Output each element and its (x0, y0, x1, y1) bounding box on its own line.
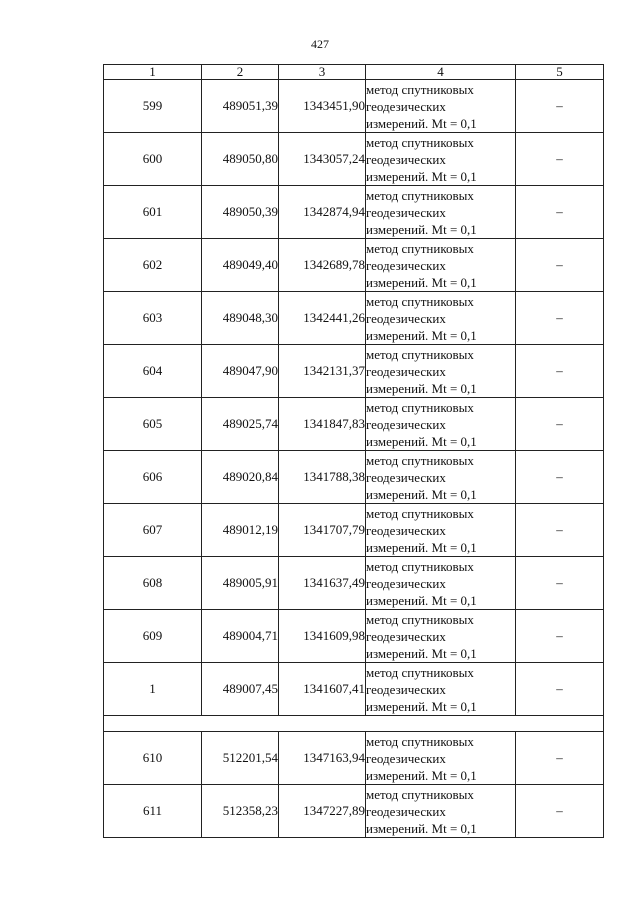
method-text-line: геодезических (366, 575, 446, 591)
y-coordinate-cell: 1341847,83 (279, 398, 366, 451)
table-row (104, 80, 604, 133)
x-coordinate-cell: 489012,19 (202, 504, 279, 557)
point-number-cell: 608 (104, 557, 202, 610)
method-text-line: геодезических (366, 750, 446, 766)
mark-cell (516, 186, 604, 239)
method-text-line: метод спутниковых (366, 786, 474, 802)
table-row (104, 557, 604, 610)
mark-cell (516, 610, 604, 663)
method-text-line: геодезических (366, 310, 446, 326)
method-cell (366, 398, 516, 451)
y-coordinate-cell: 1341609,98 (279, 610, 366, 663)
x-coordinate-cell: 489050,39 (202, 186, 279, 239)
group-separator-cell (104, 716, 604, 732)
method-text-line: измерений. Mt = 0,1 (366, 380, 477, 396)
table-row (104, 239, 604, 292)
x-coordinate-cell: 489007,45 (202, 663, 279, 716)
dash-mark: – (556, 469, 563, 484)
method-text-line: геодезических (366, 628, 446, 644)
method-text-line: метод спутниковых (366, 81, 474, 97)
table-row (104, 732, 604, 785)
method-cell (366, 292, 516, 345)
method-text-line: метод спутниковых (366, 558, 474, 574)
method-text-line: метод спутниковых (366, 240, 474, 256)
method-cell (366, 239, 516, 292)
method-cell (366, 133, 516, 186)
method-text-line: измерений. Mt = 0,1 (366, 168, 477, 184)
coordinates-table (103, 64, 604, 838)
dash-mark: – (556, 575, 563, 590)
method-text-line: метод спутниковых (366, 733, 474, 749)
point-number-cell: 602 (104, 239, 202, 292)
table-body (104, 80, 604, 838)
method-cell (366, 557, 516, 610)
method-text-line: геодезических (366, 522, 446, 538)
table-row (104, 133, 604, 186)
y-coordinate-cell: 1342689,78 (279, 239, 366, 292)
method-text-line: геодезических (366, 204, 446, 220)
group-separator-row (104, 716, 604, 732)
method-cell (366, 451, 516, 504)
method-text-line: геодезических (366, 363, 446, 379)
point-number-cell: 606 (104, 451, 202, 504)
mark-cell (516, 345, 604, 398)
table-row (104, 663, 604, 716)
point-number-cell: 603 (104, 292, 202, 345)
point-number-cell: 607 (104, 504, 202, 557)
dash-mark: – (556, 522, 563, 537)
method-text-line: измерений. Mt = 0,1 (366, 645, 477, 661)
mark-cell (516, 292, 604, 345)
column-header-2: 2 (202, 65, 279, 80)
dash-mark: – (556, 363, 563, 378)
table-row (104, 292, 604, 345)
x-coordinate-cell: 489048,30 (202, 292, 279, 345)
point-number-cell: 609 (104, 610, 202, 663)
y-coordinate-cell: 1341637,49 (279, 557, 366, 610)
mark-cell (516, 663, 604, 716)
x-coordinate-cell: 489051,39 (202, 80, 279, 133)
dash-mark: – (556, 151, 563, 166)
method-text-line: измерений. Mt = 0,1 (366, 115, 477, 131)
y-coordinate-cell: 1342441,26 (279, 292, 366, 345)
dash-mark: – (556, 310, 563, 325)
method-text-line: измерений. Mt = 0,1 (366, 486, 477, 502)
method-cell (366, 186, 516, 239)
dash-mark: – (556, 204, 563, 219)
method-cell (366, 785, 516, 838)
point-number-cell: 605 (104, 398, 202, 451)
column-header-5: 5 (516, 65, 604, 80)
y-coordinate-cell: 1347227,89 (279, 785, 366, 838)
x-coordinate-cell: 489050,80 (202, 133, 279, 186)
y-coordinate-cell: 1341788,38 (279, 451, 366, 504)
method-text-line: метод спутниковых (366, 346, 474, 362)
mark-cell (516, 133, 604, 186)
method-text-line: геодезических (366, 151, 446, 167)
mark-cell (516, 557, 604, 610)
table-row (104, 398, 604, 451)
dash-mark: – (556, 98, 563, 113)
y-coordinate-cell: 1342131,37 (279, 345, 366, 398)
dash-mark: – (556, 803, 563, 818)
method-text-line: метод спутниковых (366, 293, 474, 309)
column-header-1: 1 (104, 65, 202, 80)
method-text-line: геодезических (366, 98, 446, 114)
method-text-line: метод спутниковых (366, 187, 474, 203)
method-cell (366, 504, 516, 557)
method-text-line: измерений. Mt = 0,1 (366, 767, 477, 783)
point-number-cell: 604 (104, 345, 202, 398)
mark-cell (516, 80, 604, 133)
method-text-line: метод спутниковых (366, 611, 474, 627)
y-coordinate-cell: 1341607,41 (279, 663, 366, 716)
page-number: 427 (311, 37, 329, 51)
method-text-line: измерений. Mt = 0,1 (366, 698, 477, 714)
x-coordinate-cell: 489020,84 (202, 451, 279, 504)
dash-mark: – (556, 628, 563, 643)
method-cell (366, 80, 516, 133)
method-text-line: метод спутниковых (366, 134, 474, 150)
x-coordinate-cell: 489049,40 (202, 239, 279, 292)
y-coordinate-cell: 1347163,94 (279, 732, 366, 785)
dash-mark: – (556, 257, 563, 272)
method-text-line: измерений. Mt = 0,1 (366, 433, 477, 449)
method-text-line: измерений. Mt = 0,1 (366, 274, 477, 290)
method-text-line: геодезических (366, 803, 446, 819)
method-text-line: геодезических (366, 681, 446, 697)
table-row (104, 186, 604, 239)
table-row (104, 785, 604, 838)
x-coordinate-cell: 512201,54 (202, 732, 279, 785)
method-cell (366, 663, 516, 716)
y-coordinate-cell: 1342874,94 (279, 186, 366, 239)
mark-cell (516, 785, 604, 838)
method-text-line: измерений. Mt = 0,1 (366, 327, 477, 343)
y-coordinate-cell: 1343451,90 (279, 80, 366, 133)
point-number-cell: 601 (104, 186, 202, 239)
dash-mark: – (556, 681, 563, 696)
x-coordinate-cell: 489047,90 (202, 345, 279, 398)
point-number-cell: 1 (104, 663, 202, 716)
table-row (104, 451, 604, 504)
method-text-line: геодезических (366, 257, 446, 273)
table-header-row (104, 65, 604, 80)
point-number-cell: 600 (104, 133, 202, 186)
method-cell (366, 345, 516, 398)
method-text-line: измерений. Mt = 0,1 (366, 592, 477, 608)
method-text-line: геодезических (366, 416, 446, 432)
dash-mark: – (556, 416, 563, 431)
dash-mark: – (556, 750, 563, 765)
mark-cell (516, 732, 604, 785)
method-text-line: метод спутниковых (366, 399, 474, 415)
point-number-cell: 610 (104, 732, 202, 785)
method-text-line: измерений. Mt = 0,1 (366, 539, 477, 555)
table-row (104, 504, 604, 557)
method-text-line: метод спутниковых (366, 664, 474, 680)
x-coordinate-cell: 489005,91 (202, 557, 279, 610)
table-row (104, 610, 604, 663)
method-cell (366, 732, 516, 785)
method-text-line: измерений. Mt = 0,1 (366, 221, 477, 237)
y-coordinate-cell: 1343057,24 (279, 133, 366, 186)
x-coordinate-cell: 512358,23 (202, 785, 279, 838)
mark-cell (516, 398, 604, 451)
method-cell (366, 610, 516, 663)
mark-cell (516, 239, 604, 292)
method-text-line: метод спутниковых (366, 452, 474, 468)
x-coordinate-cell: 489025,74 (202, 398, 279, 451)
y-coordinate-cell: 1341707,79 (279, 504, 366, 557)
mark-cell (516, 504, 604, 557)
column-header-3: 3 (279, 65, 366, 80)
method-text-line: геодезических (366, 469, 446, 485)
point-number-cell: 611 (104, 785, 202, 838)
x-coordinate-cell: 489004,71 (202, 610, 279, 663)
method-text-line: метод спутниковых (366, 505, 474, 521)
point-number-cell: 599 (104, 80, 202, 133)
table-row (104, 345, 604, 398)
mark-cell (516, 451, 604, 504)
method-text-line: измерений. Mt = 0,1 (366, 820, 477, 836)
column-header-4: 4 (366, 65, 516, 80)
